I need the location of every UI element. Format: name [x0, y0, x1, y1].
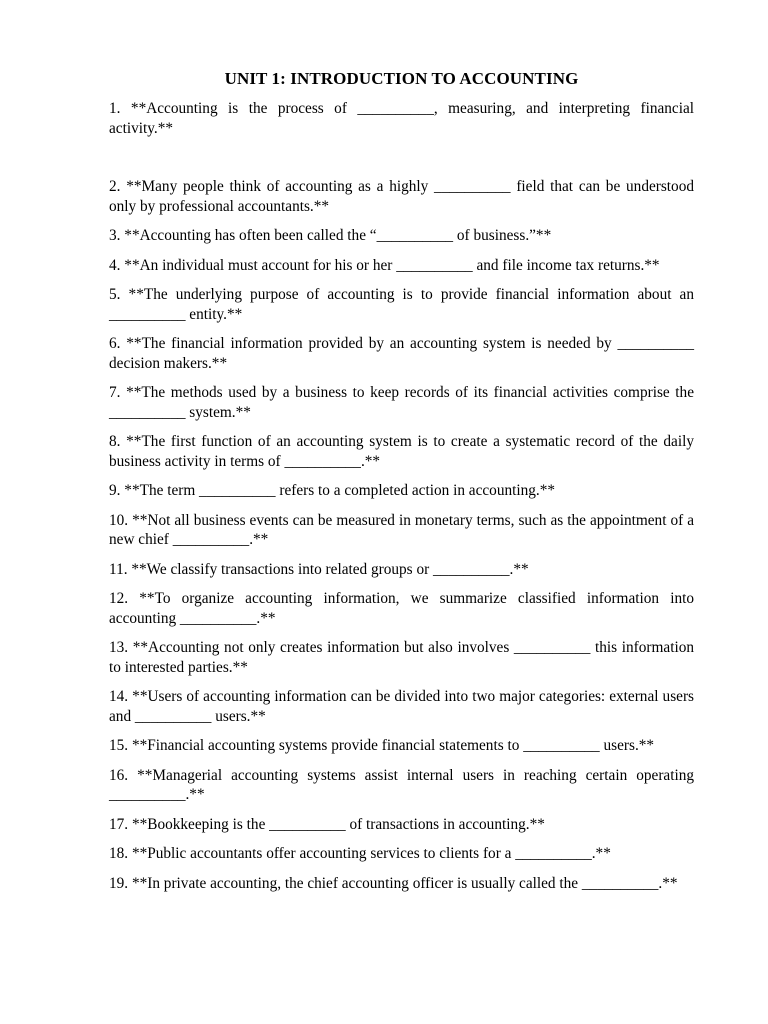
- document-page: [109, 68, 694, 903]
- question-15: 15. **Financial accounting systems provide financial statements to __________ users.**: [109, 737, 655, 754]
- question-4: 4. **An individual must account for his or her __________ and file income tax returns.**: [109, 256, 660, 274]
- question-12: 12. **To organize accounting information, we summarize classified information into accounting __________.**: [109, 590, 694, 627]
- question-17: 17. **Bookkeeping is the __________ of transactions in accounting.**: [109, 815, 545, 833]
- question-19: 19. **In private accounting, the chief accounting officer is usually called the __________.**: [109, 874, 678, 892]
- question-7: 7. **The methods used by a business to keep records of its financial activities comprise the __________ system.**: [109, 384, 694, 421]
- question-2: 2. **Many people think of accounting as a highly __________ field that can be understood only by professional accountants.**: [109, 178, 694, 215]
- question-10: 10. **Not all business events can be measured in monetary terms, such as the appointment of a new chief __________.**: [109, 511, 694, 548]
- question-14: 14. **Users of accounting information can be divided into two major categories: external users and __________ users.**: [109, 688, 694, 725]
- question-9: 9. **The term __________ refers to a completed action in accounting.**: [109, 482, 556, 499]
- question-8: 8. **The first function of an accounting system is to create a systematic record of the daily business activity in terms of __________.**: [109, 433, 694, 470]
- question-16: 16. **Managerial accounting systems assist internal users in reaching certain operating __________.**: [109, 766, 694, 803]
- question-11: 11. **We classify transactions into related groups or __________.**: [109, 560, 529, 578]
- question-3: 3. **Accounting has often been called the “__________ of business.”**: [109, 227, 552, 244]
- question-18: 18. **Public accountants offer accounting services to clients for a __________.**: [109, 845, 611, 862]
- question-13: 13. **Accounting not only creates information but also involves __________ this information to interested parties.**: [109, 639, 694, 676]
- question-6: 6. **The financial information provided by an accounting system is needed by __________ decision makers.**: [109, 335, 694, 372]
- document-title: UNIT 1: INTRODUCTION TO ACCOUNTING: [224, 69, 579, 88]
- question-1: 1. **Accounting is the process of __________, measuring, and interpreting financial activity.**: [109, 100, 694, 137]
- question-5: 5. **The underlying purpose of accounting is to provide financial information about an __________ entity.**: [109, 286, 694, 323]
